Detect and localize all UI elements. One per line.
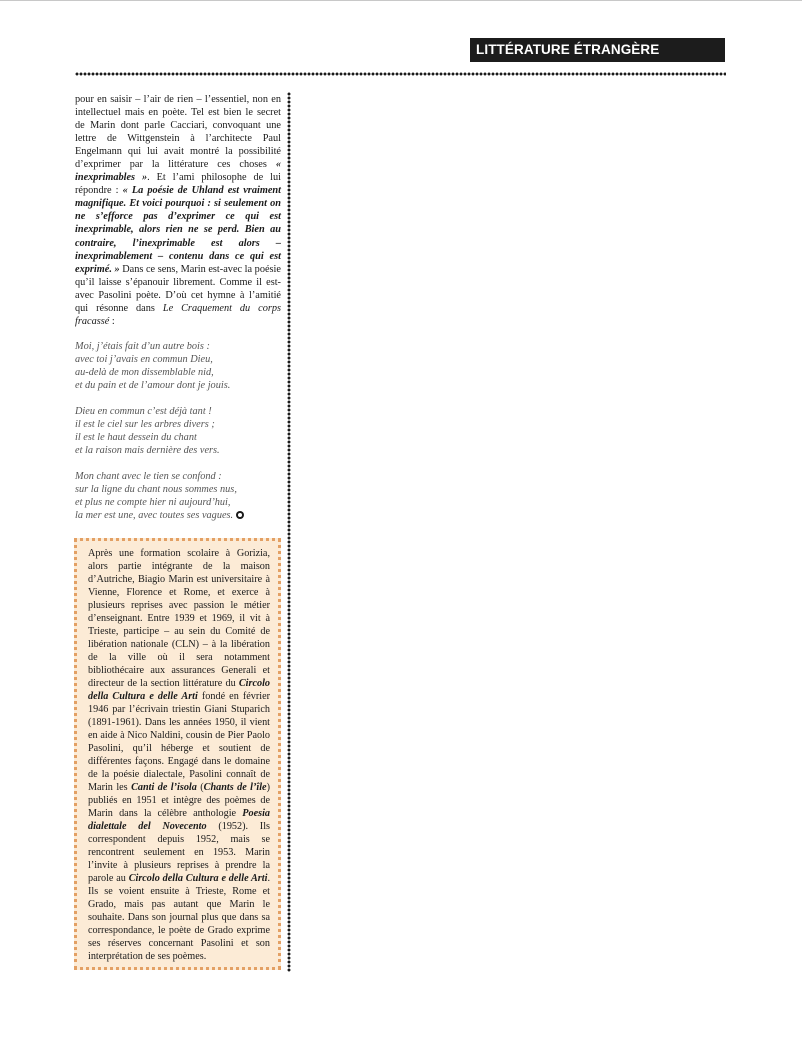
bio-text: . Ils se voient ensuite à Trieste, Rome et Grado, mais pas autant que Marin le souhaite. Dans son journal plus que dans sa correspondance, le poète de Grado exprime ses réserves concernant Pasolini et son interprétation de ses poèmes.	[88, 872, 270, 962]
poem-stanza	[75, 470, 281, 522]
dotted-column-rule	[287, 92, 291, 972]
body-text: . Et l’ami philosophe de lui répondre :	[75, 172, 281, 197]
poem-line: sur la ligne du chant nous sommes nus,	[75, 484, 237, 496]
poem-line: il est le haut dessein du chant	[75, 432, 197, 444]
bio-text: Après une formation scolaire à Gorizia, alors partie intégrante de la maison d’Autriche, Biagio Marin est universitaire à Vienne, Florence et Rome, et exerce à plusieurs reprises avec passion le métier d’enseignant. Entre 1939 et 1969, il vit à Trieste, participe – au sein du Comité de libération nationale (CLN) – à la libération de la ville où il sera notamment bibliothécaire aux assurances Generali et directeur de la section littérature du	[88, 548, 270, 689]
body-emphasis: « inexprimables »	[75, 159, 281, 184]
article-body	[75, 93, 281, 328]
poem-line: la mer est une, avec toutes ses vagues.	[75, 510, 234, 522]
poem-line: Mon chant avec le tien se confond :	[75, 471, 222, 483]
biography-box	[74, 538, 281, 970]
page-top-rule	[0, 0, 802, 1]
poem-line: avec toi j’avais en commun Dieu,	[75, 353, 213, 365]
institution-name: Circolo della Cultura e delle Arti	[128, 872, 268, 884]
poem-line: Dieu en commun c’est déjà tant !	[75, 406, 212, 418]
poem-line: il est le ciel sur les arbres divers ;	[75, 419, 215, 431]
bio-text: ) publiés en 1951 et intègre des poèmes de Marin dans la célèbre anthologie	[88, 781, 270, 819]
poem-line-last	[75, 509, 281, 522]
end-of-article-mark-icon	[236, 511, 244, 519]
poem-line: et du pain et de l’amour dont je jouis.	[75, 379, 231, 391]
biography-text	[88, 548, 270, 964]
poem-line: et plus ne compte hier ni aujourd’hui,	[75, 497, 231, 509]
bio-text: (1952). Ils correspondent depuis 1952, mais se rencontrent seulement en 1953. Marin l’invite à plusieurs reprises à prendre la parole au	[88, 820, 270, 884]
dotted-horizontal-rule	[75, 72, 726, 76]
book-title-translation: Chants de l’île	[203, 781, 267, 793]
institution-name: Circolo della Cultura e delle Arti	[88, 677, 270, 702]
anthology-title: Poesia dialettale del Novecento	[88, 807, 270, 832]
poem-line: Moi, j’étais fait d’un autre bois :	[75, 340, 210, 352]
body-text: Dans ce sens, Marin est-avec la poésie qu’il laisse s’épanouir librement. Comme il est-avec Pasolini poète. D’où cet hymne à l’amitié qui résonne dans	[75, 263, 281, 314]
book-title: Le Craquement du corps fracassé	[75, 302, 282, 327]
book-title: Canti de l’isola	[131, 781, 197, 793]
poem-line: au-delà de mon dissemblable nid,	[75, 366, 214, 378]
poem-stanza	[75, 405, 281, 457]
poem-line: et la raison mais dernière des vers.	[75, 445, 220, 457]
wittgenstein-quote: « La poésie de Uhland est vraiment magnifique. Et voici pourquoi : si seulement on ne s’efforce pas d’exprimer ce qui est inexprimable, alors rien ne se perd. Bien au contraire, l’inexprimable est alors – inexprimablement – contenu dans ce qui est exprimé. »	[75, 185, 281, 275]
body-text: pour en saisir – l’air de rien – l’essentiel, non en intellectuel mais en poète. Tel est bien le secret de Marin dont parle Cacciari, convoquant une lettre de Wittgenstein à l’architecte Paul Engelmann qui lui avait montré la possibilité d’exprimer par la littérature ces choses	[75, 94, 281, 171]
section-banner: LITTÉRATURE ÉTRANGÈRE	[470, 38, 725, 62]
bio-text: fondé en février 1946 par l’écrivain triestin Giani Stuparich (1891-1961). Dans les années 1950, il vient en aide à Nico Naldini, cousin de Pier Paolo Pasolini, qu’il héberge et soutient de différentes façons. Engagé dans le domaine de la poésie dialectale, Pasolini connaît de Marin les	[88, 690, 270, 793]
body-text: :	[109, 315, 115, 327]
article-column	[75, 93, 281, 535]
bio-text: (	[196, 781, 204, 793]
poem	[75, 340, 281, 523]
poem-stanza	[75, 340, 281, 392]
